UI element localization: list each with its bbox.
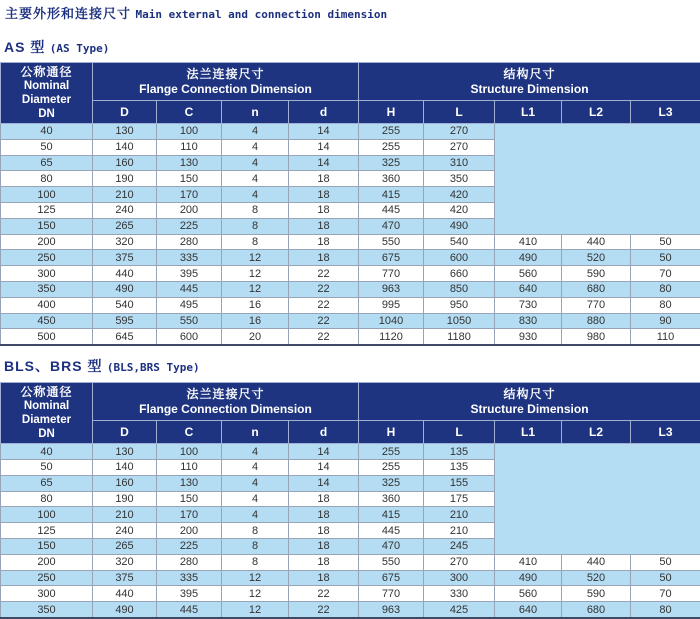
page-title — [0, 0, 700, 23]
col-header-D: D — [93, 101, 157, 124]
dn-header-en1: Nominal — [1, 399, 92, 413]
value-cell: 415 — [359, 187, 424, 203]
col-header-L1: L1 — [495, 101, 562, 124]
dn-cell: 65 — [1, 155, 93, 171]
flange-header-en: Flange Connection Dimension — [93, 402, 358, 417]
value-cell: 4 — [222, 124, 289, 140]
col-header-d: d — [289, 421, 359, 444]
value-cell: 325 — [359, 475, 424, 491]
value-cell: 280 — [157, 234, 222, 250]
col-header-H: H — [359, 101, 424, 124]
value-cell: 255 — [359, 444, 424, 460]
value-cell: 600 — [157, 329, 222, 345]
value-cell: 4 — [222, 459, 289, 475]
value-cell: 18 — [289, 202, 359, 218]
value-cell: 980 — [562, 329, 631, 345]
value-cell: 645 — [93, 329, 157, 345]
value-cell: 445 — [359, 202, 424, 218]
page-title-en: Main external and connection dimension — [135, 8, 387, 21]
as-type-heading-en: (AS Type) — [50, 42, 110, 55]
table-row — [1, 124, 700, 140]
value-cell: 245 — [424, 538, 495, 554]
col-header-D: D — [93, 421, 157, 444]
value-cell: 100 — [157, 444, 222, 460]
value-cell: 4 — [222, 139, 289, 155]
value-cell: 18 — [289, 250, 359, 266]
dn-cell: 250 — [1, 570, 93, 586]
dn-cell: 65 — [1, 475, 93, 491]
flange-section-header — [93, 383, 359, 421]
value-cell: 440 — [562, 234, 631, 250]
dn-cell: 80 — [1, 491, 93, 507]
value-cell: 14 — [289, 139, 359, 155]
col-header-H: H — [359, 421, 424, 444]
value-cell: 240 — [93, 523, 157, 539]
structure-section-header — [359, 383, 700, 421]
value-cell: 4 — [222, 171, 289, 187]
table-row — [1, 250, 700, 266]
dn-cell: 50 — [1, 459, 93, 475]
value-cell: 16 — [222, 297, 289, 313]
value-cell: 255 — [359, 124, 424, 140]
value-cell: 520 — [562, 570, 631, 586]
value-cell: 160 — [93, 155, 157, 171]
col-header-d: d — [289, 101, 359, 124]
value-cell: 1120 — [359, 329, 424, 345]
as-type-dimension-table — [0, 62, 700, 346]
value-cell: 490 — [93, 602, 157, 618]
value-cell: 440 — [93, 266, 157, 282]
value-cell: 210 — [424, 523, 495, 539]
value-cell: 135 — [424, 459, 495, 475]
value-cell: 8 — [222, 538, 289, 554]
dn-cell: 125 — [1, 202, 93, 218]
value-cell: 14 — [289, 444, 359, 460]
value-cell: 375 — [93, 250, 157, 266]
value-cell: 8 — [222, 202, 289, 218]
dn-cell: 150 — [1, 538, 93, 554]
value-cell: 4 — [222, 187, 289, 203]
value-cell: 12 — [222, 250, 289, 266]
value-cell: 225 — [157, 538, 222, 554]
value-cell: 963 — [359, 281, 424, 297]
value-cell: 490 — [424, 218, 495, 234]
value-cell: 20 — [222, 329, 289, 345]
bls-brs-heading-en: (BLS,BRS Type) — [107, 361, 200, 374]
value-cell: 770 — [359, 266, 424, 282]
col-header-L: L — [424, 421, 495, 444]
value-cell: 995 — [359, 297, 424, 313]
value-cell: 130 — [93, 444, 157, 460]
value-cell: 12 — [222, 602, 289, 618]
value-cell: 12 — [222, 266, 289, 282]
dn-cell: 50 — [1, 139, 93, 155]
value-cell: 1180 — [424, 329, 495, 345]
value-cell: 190 — [93, 491, 157, 507]
value-cell: 22 — [289, 297, 359, 313]
dn-header-en3: DN — [1, 427, 92, 441]
value-cell: 280 — [157, 554, 222, 570]
value-cell: 600 — [424, 250, 495, 266]
value-cell: 255 — [359, 459, 424, 475]
dn-cell: 100 — [1, 507, 93, 523]
value-cell: 675 — [359, 570, 424, 586]
value-cell: 150 — [157, 171, 222, 187]
value-cell: 18 — [289, 171, 359, 187]
value-cell: 50 — [631, 570, 700, 586]
table-row — [1, 234, 700, 250]
value-cell: 360 — [359, 491, 424, 507]
value-cell: 50 — [631, 250, 700, 266]
value-cell: 130 — [93, 124, 157, 140]
value-cell: 18 — [289, 538, 359, 554]
dn-header-en2: Diameter — [1, 93, 92, 107]
value-cell: 445 — [157, 281, 222, 297]
value-cell: 770 — [562, 297, 631, 313]
dn-header-en1: Nominal — [1, 79, 92, 93]
value-cell: 190 — [93, 171, 157, 187]
value-cell: 12 — [222, 570, 289, 586]
value-cell: 4 — [222, 475, 289, 491]
value-cell: 110 — [157, 139, 222, 155]
value-cell: 660 — [424, 266, 495, 282]
value-cell: 470 — [359, 538, 424, 554]
value-cell: 470 — [359, 218, 424, 234]
value-cell: 490 — [93, 281, 157, 297]
col-header-L3: L3 — [631, 101, 700, 124]
value-cell: 50 — [631, 554, 700, 570]
value-cell: 18 — [289, 187, 359, 203]
empty-merged-cell — [495, 124, 700, 235]
col-header-L3: L3 — [631, 421, 700, 444]
value-cell: 830 — [495, 313, 562, 329]
flange-header-zh: 法兰连接尺寸 — [93, 386, 358, 402]
value-cell: 22 — [289, 586, 359, 602]
value-cell: 265 — [93, 218, 157, 234]
structure-header-zh: 结构尺寸 — [359, 386, 700, 402]
value-cell: 4 — [222, 507, 289, 523]
value-cell: 1040 — [359, 313, 424, 329]
value-cell: 150 — [157, 491, 222, 507]
value-cell: 110 — [157, 459, 222, 475]
dn-header-zh: 公称通径 — [1, 385, 92, 399]
value-cell: 550 — [359, 554, 424, 570]
empty-merged-cell — [495, 444, 700, 555]
bls-brs-heading-zh: BLS、BRS 型 — [4, 358, 102, 374]
dn-cell: 150 — [1, 218, 93, 234]
page-title-zh: 主要外形和连接尺寸 — [5, 6, 131, 21]
value-cell: 100 — [157, 124, 222, 140]
value-cell: 4 — [222, 491, 289, 507]
value-cell: 90 — [631, 313, 700, 329]
value-cell: 963 — [359, 602, 424, 618]
value-cell: 1050 — [424, 313, 495, 329]
value-cell: 270 — [424, 124, 495, 140]
value-cell: 22 — [289, 329, 359, 345]
value-cell: 375 — [93, 570, 157, 586]
value-cell: 640 — [495, 602, 562, 618]
value-cell: 14 — [289, 155, 359, 171]
value-cell: 12 — [222, 586, 289, 602]
value-cell: 140 — [93, 459, 157, 475]
value-cell: 415 — [359, 507, 424, 523]
table-row — [1, 329, 700, 345]
col-header-L2: L2 — [562, 421, 631, 444]
dn-cell: 200 — [1, 234, 93, 250]
value-cell: 18 — [289, 554, 359, 570]
dn-cell: 200 — [1, 554, 93, 570]
value-cell: 490 — [495, 250, 562, 266]
value-cell: 445 — [157, 602, 222, 618]
value-cell: 395 — [157, 266, 222, 282]
table-row — [1, 266, 700, 282]
value-cell: 590 — [562, 266, 631, 282]
value-cell: 325 — [359, 155, 424, 171]
value-cell: 445 — [359, 523, 424, 539]
value-cell: 18 — [289, 218, 359, 234]
value-cell: 8 — [222, 523, 289, 539]
value-cell: 880 — [562, 313, 631, 329]
dn-cell: 300 — [1, 266, 93, 282]
value-cell: 590 — [562, 586, 631, 602]
value-cell: 680 — [562, 602, 631, 618]
value-cell: 18 — [289, 507, 359, 523]
dn-cell: 100 — [1, 187, 93, 203]
value-cell: 175 — [424, 491, 495, 507]
dn-column-header — [1, 63, 93, 124]
value-cell: 730 — [495, 297, 562, 313]
structure-header-en: Structure Dimension — [359, 402, 700, 417]
value-cell: 425 — [424, 602, 495, 618]
dn-column-header — [1, 383, 93, 444]
value-cell: 225 — [157, 218, 222, 234]
value-cell: 160 — [93, 475, 157, 491]
value-cell: 135 — [424, 444, 495, 460]
col-header-C: C — [157, 101, 222, 124]
dn-cell: 125 — [1, 523, 93, 539]
value-cell: 18 — [289, 491, 359, 507]
as-type-table-body — [1, 124, 700, 346]
value-cell: 70 — [631, 586, 700, 602]
value-cell: 265 — [93, 538, 157, 554]
value-cell: 130 — [157, 155, 222, 171]
dn-cell: 300 — [1, 586, 93, 602]
value-cell: 4 — [222, 155, 289, 171]
table-row — [1, 554, 700, 570]
dn-header-en3: DN — [1, 107, 92, 121]
dn-cell: 40 — [1, 444, 93, 460]
value-cell: 80 — [631, 602, 700, 618]
value-cell: 770 — [359, 586, 424, 602]
table-row — [1, 281, 700, 297]
value-cell: 50 — [631, 234, 700, 250]
structure-header-zh: 结构尺寸 — [359, 66, 700, 82]
flange-header-zh: 法兰连接尺寸 — [93, 66, 358, 82]
value-cell: 440 — [562, 554, 631, 570]
col-header-C: C — [157, 421, 222, 444]
value-cell: 14 — [289, 459, 359, 475]
value-cell: 550 — [359, 234, 424, 250]
table-row — [1, 313, 700, 329]
col-header-L: L — [424, 101, 495, 124]
structure-header-en: Structure Dimension — [359, 82, 700, 97]
value-cell: 4 — [222, 444, 289, 460]
table-row — [1, 444, 700, 460]
table-row — [1, 297, 700, 313]
value-cell: 14 — [289, 475, 359, 491]
value-cell: 22 — [289, 266, 359, 282]
value-cell: 330 — [424, 586, 495, 602]
value-cell: 210 — [93, 507, 157, 523]
as-type-heading — [0, 37, 700, 57]
bls-brs-heading — [0, 356, 700, 376]
as-type-section — [0, 37, 700, 346]
value-cell: 410 — [495, 234, 562, 250]
value-cell: 22 — [289, 313, 359, 329]
value-cell: 270 — [424, 554, 495, 570]
value-cell: 540 — [424, 234, 495, 250]
value-cell: 300 — [424, 570, 495, 586]
value-cell: 8 — [222, 234, 289, 250]
dn-cell: 40 — [1, 124, 93, 140]
dn-cell: 80 — [1, 171, 93, 187]
value-cell: 14 — [289, 124, 359, 140]
value-cell: 560 — [495, 266, 562, 282]
value-cell: 930 — [495, 329, 562, 345]
value-cell: 170 — [157, 187, 222, 203]
value-cell: 310 — [424, 155, 495, 171]
value-cell: 18 — [289, 234, 359, 250]
value-cell: 495 — [157, 297, 222, 313]
dn-cell: 350 — [1, 281, 93, 297]
dn-cell: 400 — [1, 297, 93, 313]
bls-brs-table-body — [1, 444, 700, 618]
value-cell: 18 — [289, 570, 359, 586]
dn-cell: 350 — [1, 602, 93, 618]
value-cell: 350 — [424, 171, 495, 187]
value-cell: 335 — [157, 570, 222, 586]
value-cell: 850 — [424, 281, 495, 297]
value-cell: 320 — [93, 234, 157, 250]
table-row — [1, 570, 700, 586]
value-cell: 320 — [93, 554, 157, 570]
value-cell: 680 — [562, 281, 631, 297]
value-cell: 440 — [93, 586, 157, 602]
value-cell: 22 — [289, 281, 359, 297]
value-cell: 360 — [359, 171, 424, 187]
value-cell: 70 — [631, 266, 700, 282]
value-cell: 520 — [562, 250, 631, 266]
structure-section-header — [359, 63, 700, 101]
value-cell: 640 — [495, 281, 562, 297]
value-cell: 130 — [157, 475, 222, 491]
value-cell: 560 — [495, 586, 562, 602]
flange-section-header — [93, 63, 359, 101]
flange-header-en: Flange Connection Dimension — [93, 82, 358, 97]
dn-cell: 500 — [1, 329, 93, 345]
value-cell: 675 — [359, 250, 424, 266]
value-cell: 18 — [289, 523, 359, 539]
value-cell: 22 — [289, 602, 359, 618]
value-cell: 255 — [359, 139, 424, 155]
dn-cell: 450 — [1, 313, 93, 329]
value-cell: 335 — [157, 250, 222, 266]
value-cell: 80 — [631, 281, 700, 297]
value-cell: 950 — [424, 297, 495, 313]
table-row — [1, 602, 700, 618]
dn-header-en2: Diameter — [1, 413, 92, 427]
value-cell: 80 — [631, 297, 700, 313]
col-header-L2: L2 — [562, 101, 631, 124]
value-cell: 270 — [424, 139, 495, 155]
value-cell: 595 — [93, 313, 157, 329]
value-cell: 16 — [222, 313, 289, 329]
value-cell: 8 — [222, 554, 289, 570]
dn-cell: 250 — [1, 250, 93, 266]
value-cell: 110 — [631, 329, 700, 345]
as-type-heading-zh: AS 型 — [4, 39, 45, 55]
value-cell: 540 — [93, 297, 157, 313]
value-cell: 12 — [222, 281, 289, 297]
value-cell: 395 — [157, 586, 222, 602]
value-cell: 200 — [157, 202, 222, 218]
value-cell: 420 — [424, 202, 495, 218]
value-cell: 410 — [495, 554, 562, 570]
value-cell: 550 — [157, 313, 222, 329]
value-cell: 420 — [424, 187, 495, 203]
value-cell: 170 — [157, 507, 222, 523]
value-cell: 8 — [222, 218, 289, 234]
value-cell: 155 — [424, 475, 495, 491]
table-row — [1, 586, 700, 602]
bls-brs-dimension-table — [0, 382, 700, 619]
value-cell: 210 — [93, 187, 157, 203]
value-cell: 490 — [495, 570, 562, 586]
value-cell: 240 — [93, 202, 157, 218]
value-cell: 140 — [93, 139, 157, 155]
col-header-n: n — [222, 421, 289, 444]
value-cell: 210 — [424, 507, 495, 523]
value-cell: 200 — [157, 523, 222, 539]
col-header-n: n — [222, 101, 289, 124]
bls-brs-type-section — [0, 356, 700, 619]
dn-header-zh: 公称通径 — [1, 65, 92, 79]
col-header-L1: L1 — [495, 421, 562, 444]
